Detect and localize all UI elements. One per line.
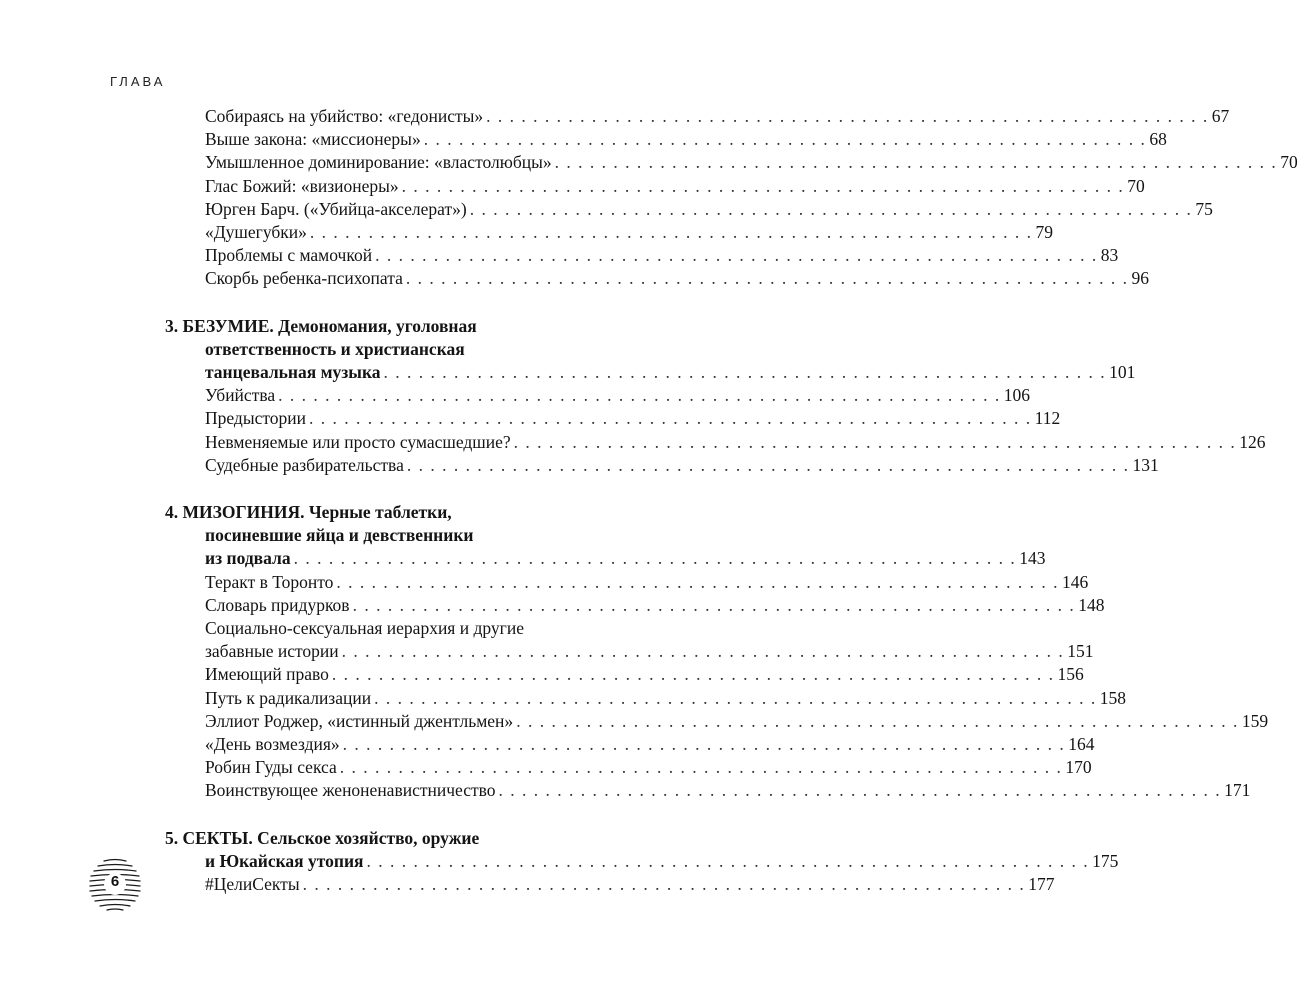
dot-leader: . . . . . . . . . . . . . . . . . . . . . . . . . . . . . . . . . . . . . . . . . . . . . . . . . . . . . . . . . . . . . . <box>498 780 1222 801</box>
toc-entry-title: Глас Божий: «визионеры» <box>205 175 399 196</box>
toc-entry-title: Собираясь на убийство: «гедонисты» <box>205 106 484 126</box>
toc-entry-title: #ЦелиСекты <box>205 874 300 894</box>
toc-entry-title: Проблемы с мамочкой <box>205 245 373 266</box>
toc-entry-title: Эллиот Роджер, «истинный джентльмен» <box>205 710 514 731</box>
dot-leader: . . . . . . . . . . . . . . . . . . . . . . . . . . . . . . . . . . . . . . . . . . . . . . . . . . . . . . . . . . . . . . <box>516 710 1239 731</box>
toc-entry-title: Юрген Барч. («Убийца-акселерат») <box>205 198 467 219</box>
toc-entry-page: 171 <box>1224 780 1251 801</box>
dot-leader: . . . . . . . . . . . . . . . . . . . . . . . . . . . . . . . . . . . . . . . . . . . . . . . . . . . . . . . . . . . . . . <box>405 268 1129 289</box>
toc-entry-page: 151 <box>1067 641 1094 662</box>
toc-entry-title: Умышленное доминирование: «властолюбцы» <box>205 152 552 173</box>
dot-leader: . . . . . . . . . . . . . . . . . . . . . . . . . . . . . . . . . . . . . . . . . . . . . . . . . . . . . . . . . . . . . . <box>331 664 1055 685</box>
toc-entry-title: из подвала <box>205 548 291 569</box>
toc-entry[interactable] <box>205 662 1084 686</box>
dot-leader: . . . . . . . . . . . . . . . . . . . . . . . . . . . . . . . . . . . . . . . . . . . . . . . . . . . . . . . . . . . . . . <box>293 548 1017 569</box>
chapter-heading-line: посиневшие яйца и девственники <box>205 525 474 546</box>
toc-entry-title: Словарь придурков <box>205 594 350 615</box>
toc-entry-title: Предыстории <box>205 408 307 429</box>
toc-entry-page: 175 <box>1092 850 1119 871</box>
chapter-heading-line: 4. МИЗОГИНИЯ. Черные таблетки, <box>165 502 452 522</box>
dot-leader: . . . . . . . . . . . . . . . . . . . . . . . . . . . . . . . . . . . . . . . . . . . . . . . . . . . . . . . . . . . . . . <box>366 850 1090 871</box>
toc-entry[interactable] <box>205 570 1089 594</box>
toc-entry-page: 158 <box>1099 687 1126 708</box>
toc-entry-page: 143 <box>1019 548 1046 569</box>
toc-entry-page: 177 <box>1028 874 1055 894</box>
toc-entry[interactable] <box>205 197 1213 221</box>
toc-entry[interactable] <box>205 174 1145 198</box>
toc-entry-page: 148 <box>1078 594 1105 615</box>
toc-entry[interactable] <box>205 360 1136 384</box>
toc-entry-title: «Душегубки» <box>205 222 307 242</box>
toc-entry-title: Теракт в Торонто <box>205 571 334 592</box>
dot-leader: . . . . . . . . . . . . . . . . . . . . . . . . . . . . . . . . . . . . . . . . . . . . . . . . . . . . . . . . . . . . . . <box>341 641 1065 662</box>
dot-leader: . . . . . . . . . . . . . . . . . . . . . . . . . . . . . . . . . . . . . . . . . . . . . . . . . . . . . . . . . . . . . . <box>342 734 1066 754</box>
dot-leader: . . . . . . . . . . . . . . . . . . . . . . . . . . . . . . . . . . . . . . . . . . . . . . . . . . . . . . . . . . . . . . <box>278 385 1001 406</box>
toc-entry-page: 67 <box>1211 106 1230 126</box>
dot-leader: . . . . . . . . . . . . . . . . . . . . . . . . . . . . . . . . . . . . . . . . . . . . . . . . . . . . . . . . . . . . . . <box>375 245 1098 266</box>
toc-entry-title: Убийства <box>205 385 276 406</box>
running-head: ГЛАВА <box>110 74 166 89</box>
toc-entry[interactable] <box>205 849 1119 873</box>
toc-entry[interactable] <box>205 546 1046 570</box>
toc-entry[interactable] <box>205 872 1055 896</box>
toc-entry[interactable] <box>205 150 1298 174</box>
toc-entry[interactable] <box>205 430 1266 454</box>
toc-entry[interactable] <box>205 593 1105 617</box>
toc-entry[interactable] <box>205 453 1159 477</box>
toc-entry-page: 146 <box>1062 571 1089 592</box>
toc-entry[interactable] <box>205 406 1061 430</box>
dot-leader: . . . . . . . . . . . . . . . . . . . . . . . . . . . . . . . . . . . . . . . . . . . . . . . . . . . . . . . . . . . . . . <box>374 687 1097 708</box>
toc-entry-page: 75 <box>1195 198 1213 219</box>
toc-entry-page: 112 <box>1034 408 1061 429</box>
toc-entry-page: 126 <box>1239 431 1266 452</box>
toc-entry-title: Социально-сексуальная иерархия и другие <box>205 618 524 638</box>
dot-leader: . . . . . . . . . . . . . . . . . . . . . . . . . . . . . . . . . . . . . . . . . . . . . . . . . . . . . . . . . . . . . . <box>554 152 1278 173</box>
toc-entry-page: 79 <box>1035 222 1054 242</box>
toc-entry-title: танцевальная музыка <box>205 362 381 382</box>
toc-entry-page: 164 <box>1068 734 1095 754</box>
toc-entry[interactable] <box>205 127 1167 151</box>
toc-entry-page: 156 <box>1057 664 1084 685</box>
toc-entry[interactable] <box>205 243 1119 267</box>
toc-entry[interactable] <box>205 639 1094 663</box>
dot-leader: . . . . . . . . . . . . . . . . . . . . . . . . . . . . . . . . . . . . . . . . . . . . . . . . . . . . . . . . . . . . . . <box>383 362 1107 382</box>
toc-entry[interactable] <box>205 616 708 640</box>
toc-entry-page: 70 <box>1280 152 1298 173</box>
dot-leader: . . . . . . . . . . . . . . . . . . . . . . . . . . . . . . . . . . . . . . . . . . . . . . . . . . . . . . . . . . . . . . <box>513 431 1237 452</box>
toc-entry[interactable] <box>205 709 1269 733</box>
dot-leader: . . . . . . . . . . . . . . . . . . . . . . . . . . . . . . . . . . . . . . . . . . . . . . . . . . . . . . . . . . . . . . <box>401 175 1125 196</box>
toc-entry-title: Воинствующее женоненавистничество <box>205 780 496 801</box>
toc-entry-title: Имеющий право <box>205 664 329 685</box>
toc-entry-title: Выше закона: «миссионеры» <box>205 129 421 150</box>
toc-entry-page: 68 <box>1149 129 1167 150</box>
dot-leader: . . . . . . . . . . . . . . . . . . . . . . . . . . . . . . . . . . . . . . . . . . . . . . . . . . . . . . . . . . . . . . <box>486 106 1209 126</box>
toc-entry[interactable] <box>205 104 1230 128</box>
toc-entry[interactable] <box>205 383 1031 407</box>
toc-entry[interactable] <box>205 755 1092 779</box>
toc-entry-title: «День возмездия» <box>205 734 340 754</box>
page-number: 6 <box>110 873 120 890</box>
toc-entry-page: 96 <box>1131 268 1149 289</box>
dot-leader: . . . . . . . . . . . . . . . . . . . . . . . . . . . . . . . . . . . . . . . . . . . . . . . . . . . . . . . . . . . . . . <box>423 129 1147 150</box>
toc-entry[interactable] <box>205 266 1149 290</box>
toc-entry-title: Невменяемые или просто сумасшедшие? <box>205 431 511 452</box>
toc-entry[interactable] <box>205 686 1126 710</box>
toc-entry-title: забавные истории <box>205 641 339 662</box>
toc-entry[interactable] <box>205 220 1054 244</box>
chapter-heading-line: ответственность и христианская <box>205 338 465 359</box>
dot-leader: . . . . . . . . . . . . . . . . . . . . . . . . . . . . . . . . . . . . . . . . . . . . . . . . . . . . . . . . . . . . . . <box>309 408 1032 429</box>
toc-entry-page: 159 <box>1241 710 1269 731</box>
dot-leader: . . . . . . . . . . . . . . . . . . . . . . . . . . . . . . . . . . . . . . . . . . . . . . . . . . . . . . . . . . . . . . <box>352 594 1076 615</box>
chapter-heading-line: 5. СЕКТЫ. Сельское хозяйство, оружие <box>165 827 480 848</box>
toc-entry[interactable] <box>205 732 1095 756</box>
chapter-heading-line: 3. БЕЗУМИЕ. Демономания, уголовная <box>165 315 477 336</box>
toc-entry-title: Путь к радикализации <box>205 687 372 708</box>
toc-entry-page: 131 <box>1132 454 1159 475</box>
dot-leader: . . . . . . . . . . . . . . . . . . . . . . . . . . . . . . . . . . . . . . . . . . . . . . . . . . . . . . . . . . . . . . <box>339 757 1063 778</box>
toc-entry-page: 83 <box>1100 245 1119 266</box>
dot-leader: . . . . . . . . . . . . . . . . . . . . . . . . . . . . . . . . . . . . . . . . . . . . . . . . . . . . . . . . . . . . . . <box>406 454 1130 475</box>
dot-leader: . . . . . . . . . . . . . . . . . . . . . . . . . . . . . . . . . . . . . . . . . . . . . . . . . . . . . . . . . . . . . . <box>302 874 1026 894</box>
dot-leader: . . . . . . . . . . . . . . . . . . . . . . . . . . . . . . . . . . . . . . . . . . . . . . . . . . . . . . . . . . . . . . <box>309 222 1033 242</box>
toc-entry-page: 101 <box>1109 362 1136 382</box>
toc-entry-page: 70 <box>1127 175 1145 196</box>
toc-entry-page: 106 <box>1003 385 1031 406</box>
toc-entry-title: Судебные разбирательства <box>205 454 404 475</box>
toc-entry-title: Робин Гуды секса <box>205 757 337 778</box>
toc-entry-title: Скорбь ребенка-психопата <box>205 268 403 289</box>
dot-leader: . . . . . . . . . . . . . . . . . . . . . . . . . . . . . . . . . . . . . . . . . . . . . . . . . . . . . . . . . . . . . . <box>469 198 1193 219</box>
toc-entry-page: 170 <box>1065 757 1092 778</box>
toc-entry-title: и Юкайская утопия <box>205 850 364 871</box>
toc-entry[interactable] <box>205 778 1251 802</box>
dot-leader: . . . . . . . . . . . . . . . . . . . . . . . . . . . . . . . . . . . . . . . . . . . . . . . . . . . . . . . . . . . . . . <box>336 571 1060 592</box>
